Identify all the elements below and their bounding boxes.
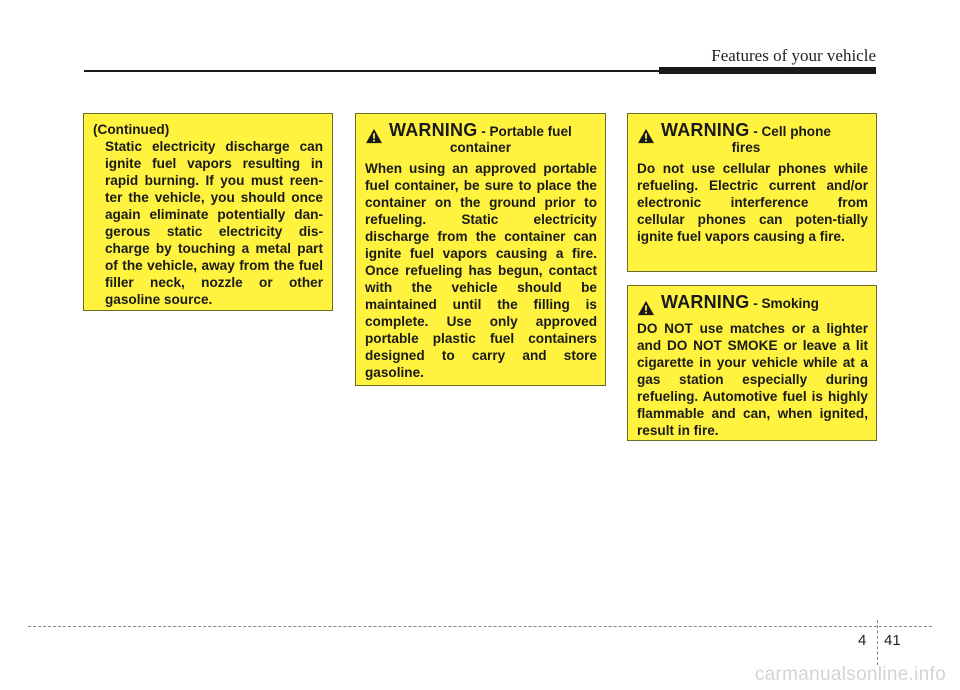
warning-subtitle: - Cell phone <box>753 124 831 139</box>
page-header-title: Features of your vehicle <box>711 46 876 65</box>
continued-body-text: Static electricity discharge can ignite fuel vapors resulting in rapid burning. If you must reen-ter the vehicle, you should once again eliminate potentially dan-gerous static electricity dis-charge by touching a metal part of the vehicle, away from the fuel filler neck, nozzle or other gasoline source. <box>105 139 323 307</box>
warning-word: WARNING <box>389 120 478 140</box>
warning-word: WARNING <box>661 120 750 140</box>
chapter-number: 4 <box>858 632 867 649</box>
portable-fuel-warning-box <box>355 113 606 386</box>
warning-subtitle: - Smoking <box>753 296 819 311</box>
warning-heading <box>637 120 868 156</box>
warning-triangle-icon <box>637 128 655 144</box>
warning-subtitle-continued: fires <box>731 140 761 155</box>
warning-subtitle-continued: container <box>449 140 511 155</box>
continued-warning-box <box>83 113 333 311</box>
warning-triangle-icon <box>637 300 655 316</box>
footer-rule <box>28 626 932 627</box>
warning-heading <box>365 120 597 156</box>
warning-triangle-icon <box>365 128 383 144</box>
cell-phone-warning-text: Do not use cellular phones while refueling. Electric current and/or electronic interference from cellular phones can poten-tially ignite fuel vapors causing a fire. <box>637 161 868 244</box>
smoking-warning-box <box>627 285 877 441</box>
warning-heading <box>637 292 868 316</box>
smoking-warning-text: DO NOT use matches or a lighter and DO NOT SMOKE or leave a lit cigarette in your vehicle while at a gas station especially during refueling. Automotive fuel is highly flammable and can, when ignited, result in fire. <box>637 321 868 438</box>
header-rule-accent <box>659 67 876 74</box>
continued-label: (Continued) <box>93 122 170 137</box>
portable-fuel-warning-text: When using an approved portable fuel container, be sure to place the container on the ground prior to refueling. Static electricity discharge from the container can ignite fuel vapors causing a fire. Once refueling has begun, contact with the vehicle should be maintained until the filling is complete. Use only approved portable plastic fuel containers designed to carry and store gasoline. <box>365 161 597 380</box>
warning-subtitle: - Portable fuel <box>481 124 572 139</box>
watermark: carmanualsonline.info <box>754 664 946 685</box>
page-number: 41 <box>884 632 901 649</box>
warning-word: WARNING <box>661 292 750 312</box>
cell-phone-warning-box <box>627 113 877 272</box>
footer-divider <box>877 620 878 665</box>
